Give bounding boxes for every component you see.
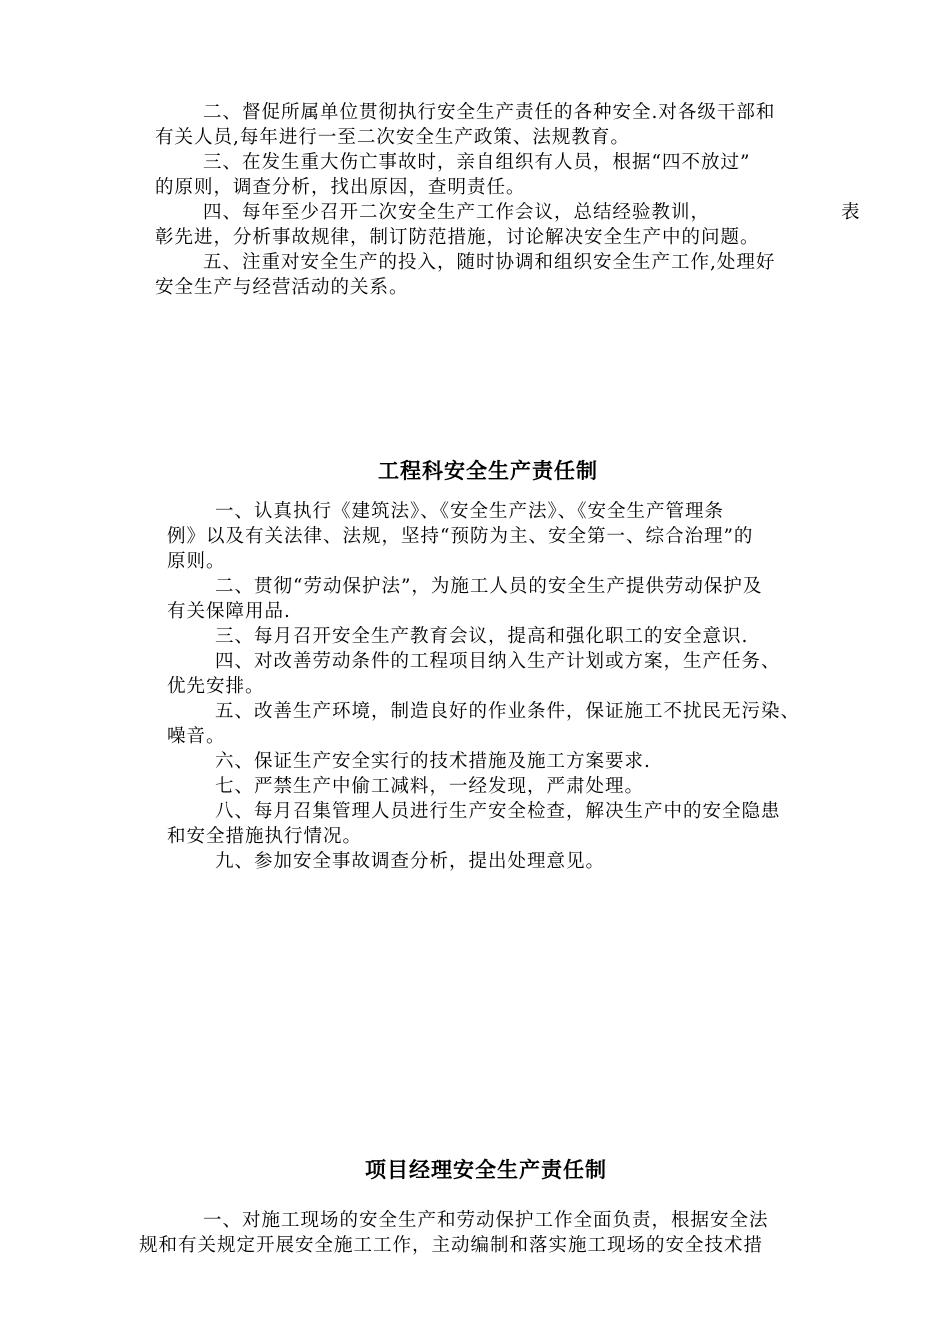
paragraph-line: 四、对改善劳动条件的工程项目纳入生产计划或方案，生产任务、 [215,651,781,672]
paragraph-line: 一、对施工现场的安全生产和劳动保护工作全面负责，根据安全法 [203,1210,769,1231]
paragraph-line: 二、督促所属单位贯彻执行安全生产责任的各种安全.对各级干部和 [203,102,776,123]
paragraph-line: 和安全措施执行情况。 [167,826,363,847]
paragraph-line: 例》以及有关法律、法规，坚持“预防为主、安全第一、综合治理”的 [167,526,754,547]
paragraph-line: 九、参加安全事故调查分析，提出处理意见。 [215,851,606,872]
paragraph-line: 七、严禁生产中偷工减料，一经发现，严肃处理。 [215,776,645,797]
paragraph-line: 五、注重对安全生产的投入，随时协调和组织安全生产工作,处理好 [203,252,776,273]
paragraph-line: 噪音。 [167,726,226,747]
paragraph-line: 五、改善生产环境，制造良好的作业条件，保证施工不扰民无污染、 [215,701,801,722]
paragraph-line: 八、每月召集管理人员进行生产安全检查，解决生产中的安全隐患 [215,801,781,822]
paragraph-line: 彰先进，分析事故规律，制订防范措施，讨论解决安全生产中的问题。 [155,227,760,248]
section-title: 项目经理安全生产责任制 [365,1158,607,1182]
paragraph-line: 有关人员,每年进行一至二次安全生产政策、法规教育。 [155,127,630,148]
paragraph-line: 规和有关规定开展安全施工工作，主动编制和落实施工现场的安全技术措 [139,1235,764,1256]
paragraph-line: 优先安排。 [167,676,265,697]
paragraph-line: 有关保障用品. [167,601,291,622]
paragraph-line: 一、认真执行《建筑法》、《安全生产法》、《安全生产管理条 [215,501,725,522]
paragraph-line: 六、保证生产安全实行的技术措施及施工方案要求. [215,751,651,772]
paragraph-line: 四、每年至少召开二次安全生产工作会议，总结经验教训， [203,202,711,223]
paragraph-line: 二、贯彻“劳动保护法”，为施工人员的安全生产提供劳动保护及 [215,576,763,597]
paragraph-line: 原则。 [167,551,226,572]
paragraph-line: 三、在发生重大伤亡事故时，亲自组织有人员，根据“四不放过” [203,152,751,173]
paragraph-line: 的原则，调查分析，找出原因，查明责任。 [155,177,526,198]
paragraph-line: 安全生产与经营活动的关系。 [155,277,409,298]
paragraph-line: 表 [841,202,861,223]
section-title: 工程科安全生产责任制 [378,459,598,483]
paragraph-line: 三、每月召开安全生产教育会议，提高和强化职工的安全意识. [215,626,749,647]
